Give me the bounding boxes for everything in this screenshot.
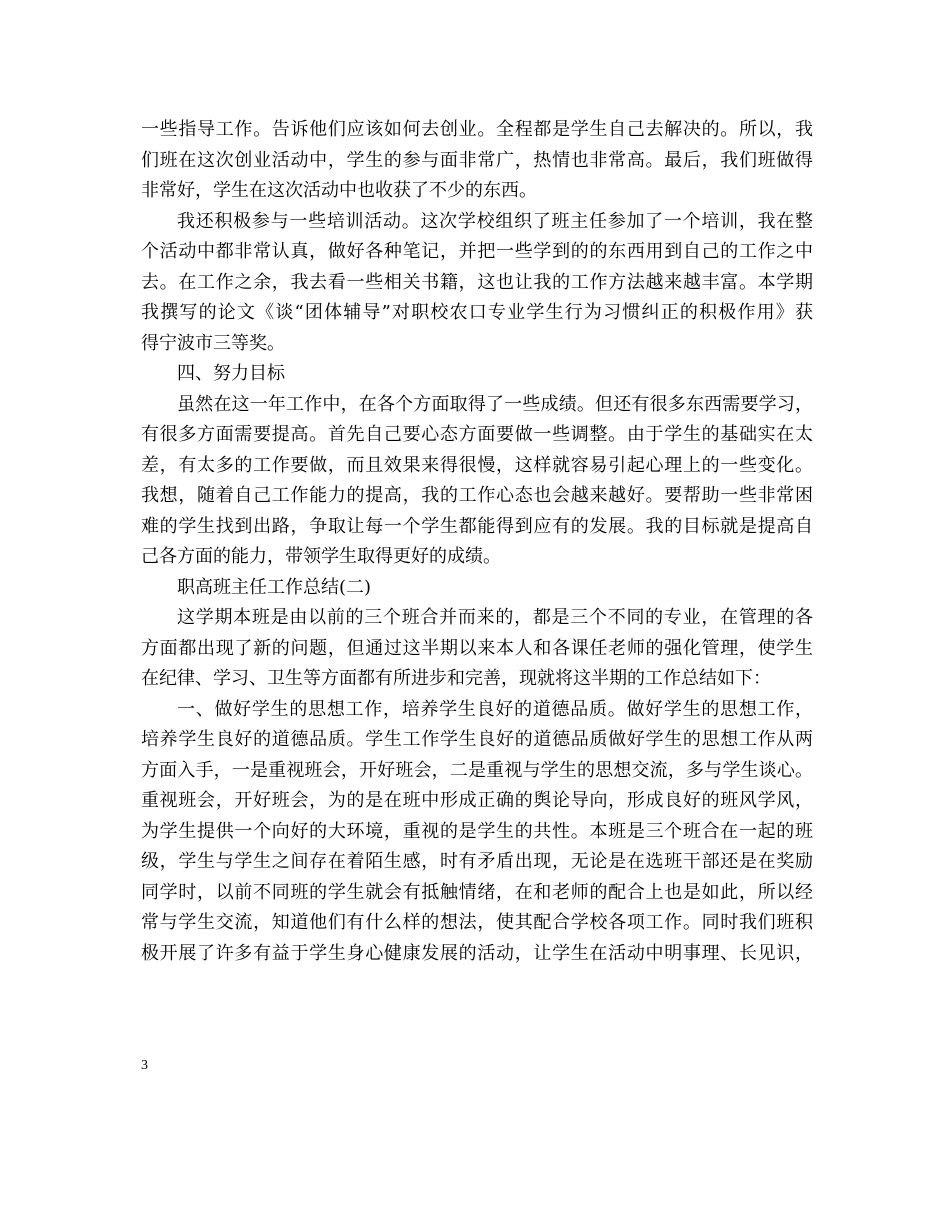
text-line: 同学时，以前不同班的学生就会有抵触情绪，在和老师的配合上也是如此，所以经: [141, 881, 813, 903]
text-line: 们班在这次创业活动中，学生的参与面非常广，热情也非常高。最后，我们班做得: [141, 149, 813, 171]
text-line: 为学生提供一个向好的大环境，重视的是学生的共性。本班是三个班合在一起的班: [141, 820, 813, 842]
text-line: 在纪律、学习、卫生等方面都有所进步和完善，现就将这半期的工作总结如下：: [141, 668, 771, 689]
text-line: 重视班会，开好班会，为的是在班中形成正确的舆论导向，形成良好的班风学风，: [141, 790, 813, 811]
text-line: 级，学生与学生之间存在着陌生感，时有矛盾出现，无论是在选班干部还是在奖励: [141, 851, 813, 872]
text-line: 虽然在这一年工作中，在各个方面取得了一些成绩。但还有很多东西需要学习，: [177, 393, 813, 415]
text-line: 一些指导工作。告诉他们应该如何去创业。全程都是学生自己去解决的。所以，我: [141, 119, 813, 140]
body-text: [141, 115, 813, 969]
text-line: 培养学生良好的道德品质。学生工作学生良好的道德品质做好学生的思想工作从两: [141, 729, 813, 750]
section-heading: 职高班主任工作总结(二): [177, 576, 372, 598]
page-number: 3: [141, 1058, 148, 1073]
text-line: 去。在工作之余，我去看一些相关书籍，这也让我的工作方法越来越丰富。本学期: [141, 271, 813, 293]
text-line: 一、做好学生的思想工作，培养学生良好的道德品质。做好学生的思想工作，: [177, 698, 813, 720]
text-line: 差，有太多的工作要做，而且效果来得很慢，这样就容易引起心理上的一些变化。: [141, 454, 813, 476]
text-line: 常与学生交流，知道他们有什么样的想法，使其配合学校各项工作。同时我们班积: [141, 912, 813, 933]
text-line: 我还积极参与一些培训活动。这次学校组织了班主任参加了一个培训，我在整: [177, 210, 813, 232]
text-line: 个活动中都非常认真，做好各种笔记，并把一些学到的的东西用到自己的工作之中: [141, 241, 813, 262]
text-line: 极开展了许多有益于学生身心健康发展的活动，让学生在活动中明事理、长见识，: [141, 942, 813, 964]
text-line: 方面入手，一是重视班会，开好班会，二是重视与学生的思想交流，多与学生谈心。: [141, 759, 813, 781]
text-line: 方面都出现了新的问题，但通过这半期以来本人和各课任老师的强化管理，使学生: [141, 637, 813, 659]
text-line: 得宁波市三等奖。: [141, 332, 285, 354]
text-line: 有很多方面需要提高。首先自己要心态方面要做一些调整。由于学生的基础实在太: [141, 424, 813, 445]
text-line: 我想，随着自己工作能力的提高，我的工作心态也会越来越好。要帮助一些非常困: [141, 485, 813, 506]
text-line: 这学期本班是由以前的三个班合并而来的，都是三个不同的专业，在管理的各: [177, 607, 813, 628]
section-heading: 四、努力目标: [177, 363, 285, 384]
text-line: 我撰写的论文《谈“团体辅导”对职校农口专业学生行为习惯纠正的积极作用》获: [141, 302, 813, 323]
text-line: 非常好，学生在这次活动中也收获了不少的东西。: [141, 180, 537, 201]
text-line: 难的学生找到出路，争取让每一个学生都能得到应有的发展。我的目标就是提高自: [141, 515, 813, 537]
text-line: 己各方面的能力，带领学生取得更好的成绩。: [141, 546, 501, 567]
